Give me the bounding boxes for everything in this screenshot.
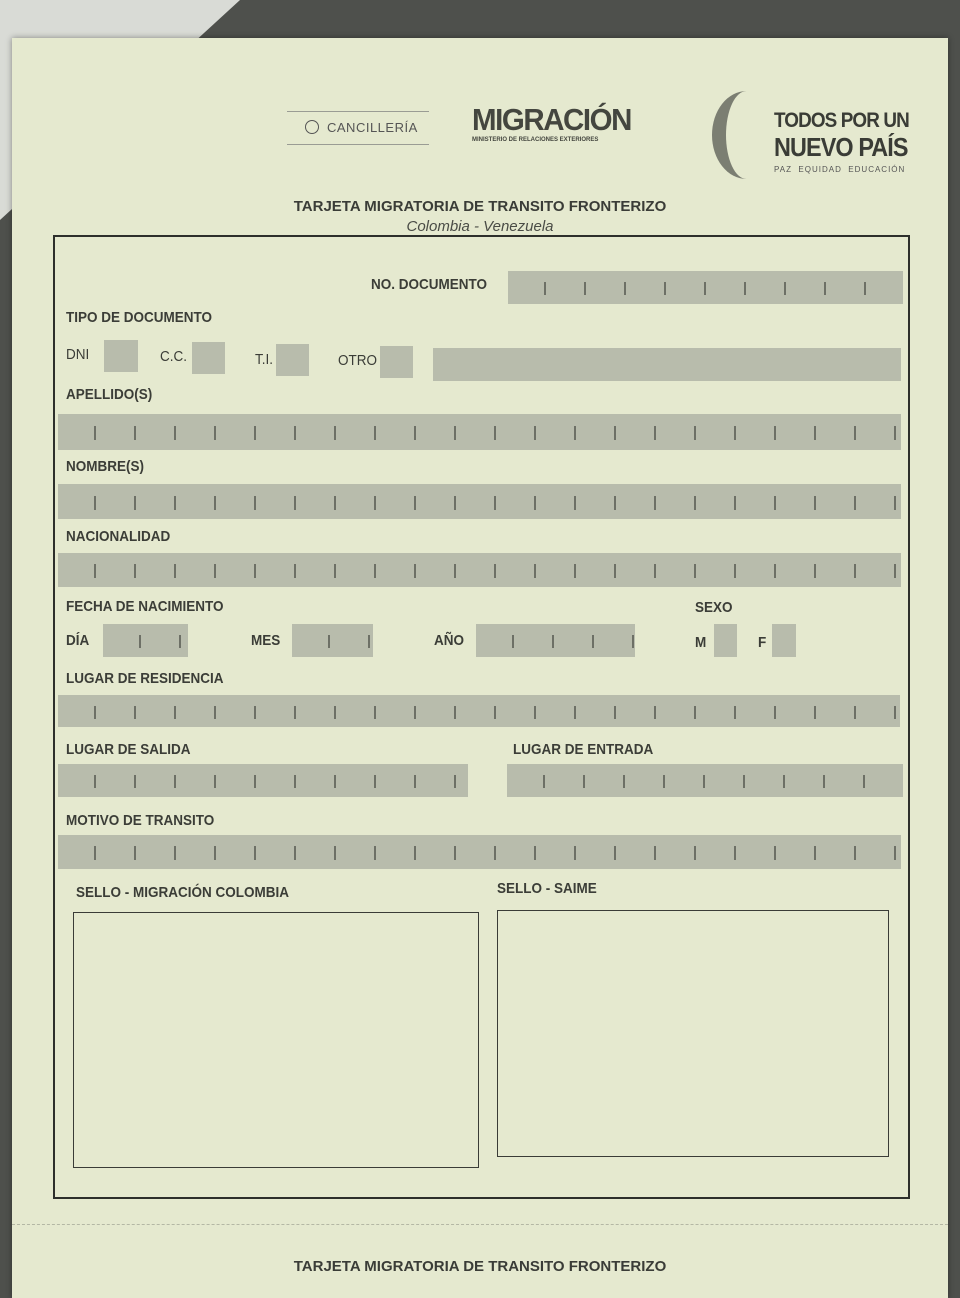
label-tipo-documento: TIPO DE DOCUMENTO <box>66 309 213 326</box>
label-no-documento: NO. DOCUMENTO <box>371 276 488 293</box>
label-sexo: SEXO <box>695 599 733 616</box>
no-documento-field[interactable] <box>508 271 903 304</box>
cancilleria-text: CANCILLERÍA <box>327 120 418 135</box>
label-f: F <box>758 634 767 651</box>
sexo-f-checkbox[interactable] <box>772 624 796 657</box>
migration-card-paper <box>12 38 948 1298</box>
label-fecha-nacimiento: FECHA DE NACIMIENTO <box>66 598 224 615</box>
mes-field[interactable] <box>292 624 373 657</box>
cancilleria-logo <box>287 111 429 145</box>
apellidos-field[interactable] <box>58 414 901 450</box>
migracion-logo <box>472 104 639 144</box>
todos-line1: TODOS POR UN <box>774 109 909 132</box>
label-motivo-transito: MOTIVO DE TRANSITO <box>66 812 215 829</box>
migracion-text: MIGRACIÓN <box>472 102 631 137</box>
motivo-transito-field[interactable] <box>58 835 901 869</box>
dni-checkbox[interactable] <box>104 340 138 372</box>
otro-specify-field[interactable] <box>433 348 901 381</box>
seal-icon <box>305 120 319 134</box>
otro-checkbox[interactable] <box>380 346 413 378</box>
label-dia: DÍA <box>66 632 90 649</box>
lugar-residencia-field[interactable] <box>58 695 900 727</box>
label-nombres: NOMBRE(S) <box>66 458 145 475</box>
label-nacionalidad: NACIONALIDAD <box>66 528 171 545</box>
flag-swirl-icon <box>712 91 781 179</box>
label-lugar-salida: LUGAR DE SALIDA <box>66 741 191 758</box>
lugar-entrada-field[interactable] <box>507 764 903 797</box>
ti-checkbox[interactable] <box>276 344 309 376</box>
todos-motto: PAZ EQUIDAD EDUCACIÓN <box>774 165 906 174</box>
label-sello-colombia: SELLO - MIGRACIÓN COLOMBIA <box>76 884 289 901</box>
label-cc: C.C. <box>160 348 187 365</box>
label-sello-saime: SELLO - SAIME <box>497 880 597 897</box>
cc-checkbox[interactable] <box>192 342 225 374</box>
label-mes: MES <box>251 632 281 649</box>
sello-saime-box <box>497 910 889 1157</box>
sello-colombia-box <box>73 912 479 1168</box>
label-m: M <box>695 634 707 651</box>
sexo-m-checkbox[interactable] <box>714 624 737 657</box>
label-apellidos: APELLIDO(S) <box>66 386 153 403</box>
label-lugar-entrada: LUGAR DE ENTRADA <box>513 741 654 758</box>
label-ti: T.I. <box>255 351 274 368</box>
label-dni: DNI <box>66 346 90 363</box>
perforation-line <box>12 1224 948 1225</box>
nacionalidad-field[interactable] <box>58 553 901 587</box>
migracion-subtext: MINISTERIO DE RELACIONES EXTERIORES <box>472 137 599 143</box>
todos-por-un-nuevo-pais-logo <box>712 86 922 181</box>
label-otro: OTRO <box>338 352 378 369</box>
label-lugar-residencia: LUGAR DE RESIDENCIA <box>66 670 224 687</box>
dia-field[interactable] <box>103 624 188 657</box>
ano-field[interactable] <box>476 624 635 657</box>
form-title: TARJETA MIGRATORIA DE TRANSITO FRONTERIZO <box>293 198 667 215</box>
label-ano: AÑO <box>434 632 465 649</box>
footer-title: TARJETA MIGRATORIA DE TRANSITO FRONTERIZO <box>293 1258 667 1275</box>
nombres-field[interactable] <box>58 484 901 519</box>
lugar-salida-field[interactable] <box>58 764 468 797</box>
todos-line2: NUEVO PAÍS <box>774 132 908 162</box>
form-subtitle: Colombia - Venezuela <box>406 218 554 235</box>
